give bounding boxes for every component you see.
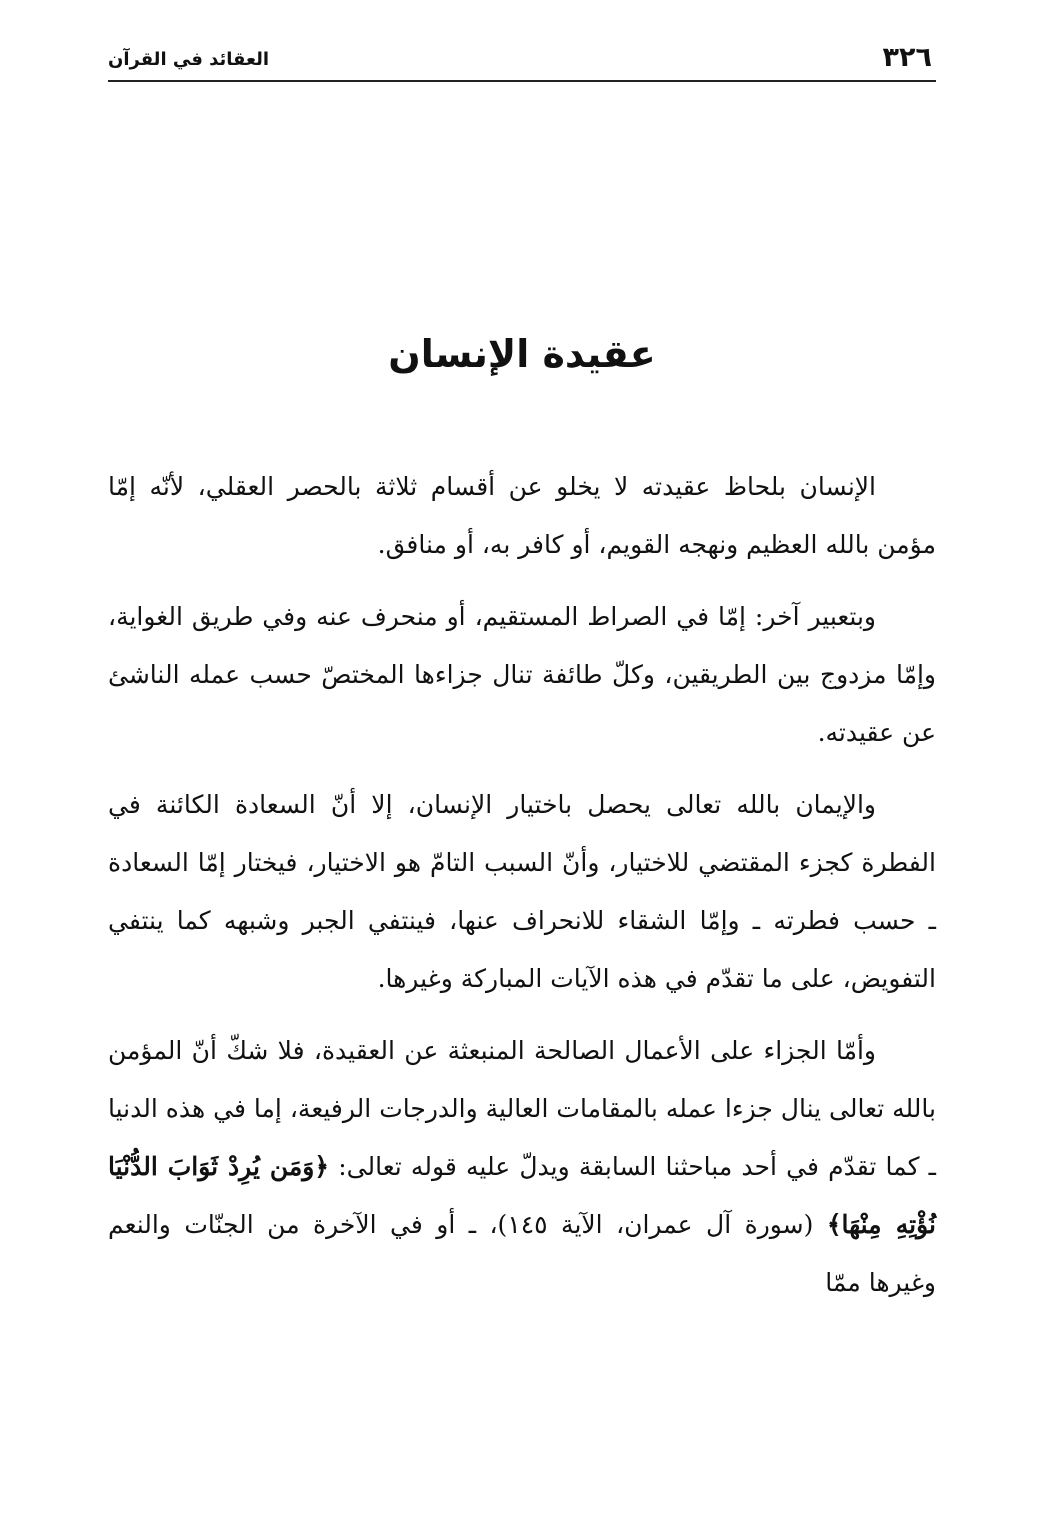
chapter-title: عقيدة الإنسان <box>388 332 656 376</box>
running-header <box>108 40 936 82</box>
paragraph-2: وبتعبير آخر: إمّا في الصراط المستقيم، أو منحرف عنه وفي طريق الغواية، وإمّا مزدوج بين الطريقين، وكلّ طائفة تنال جزاءها المختصّ حسب عمله الناشئ عن عقيدته. <box>108 602 936 747</box>
paragraph-4 <box>108 1022 936 1312</box>
paragraph-4-text: وأمّا الجزاء على الأعمال الصالحة المنبعثة عن العقيدة، فلا شكّ أنّ المؤمن بالله تعالى ينال جزءا عمله بالمقامات العالية والدرجات الرفيعة، إما في هذه الدنيا ـ كما تقدّم في أحد مباحثنا السابقة ويدلّ عليه قوله تعالى: <box>108 1036 936 1181</box>
paragraph-3: والإيمان بالله تعالى يحصل باختيار الإنسان، إلا أنّ السعادة الكائنة في الفطرة كجزء المقتضي للاختيار، وأنّ السبب التامّ هو الاختيار، فيختار إمّا السعادة ـ حسب فطرته ـ وإمّا الشقاء للانحراف عنها، فينتفي الجبر وشبهه كما ينتفي التفويض، على ما تقدّم في هذه الآيات المباركة وغيرها. <box>108 790 936 993</box>
paragraph-4-continuation: (سورة آل عمران، الآية ١٤٥)، ـ أو في الآخرة من الجنّات والنعم وغيرها ممّا <box>108 1210 936 1297</box>
quran-verse: ﴿وَمَن يُرِدْ ثَوَابَ الدُّنْيَا نُؤْتِهِ مِنْهَا﴾ <box>108 1152 937 1239</box>
book-title: العقائد في القرآن <box>108 49 270 70</box>
body-text <box>108 458 936 1326</box>
paragraph-1: الإنسان بلحاظ عقيدته لا يخلو عن أقسام ثلاثة بالحصر العقلي، لأنّه إمّا مؤمن بالله العظيم ونهجه القويم، أو كافر به، أو منافق. <box>108 472 936 559</box>
page-number: ٣٢٦ <box>882 42 932 73</box>
